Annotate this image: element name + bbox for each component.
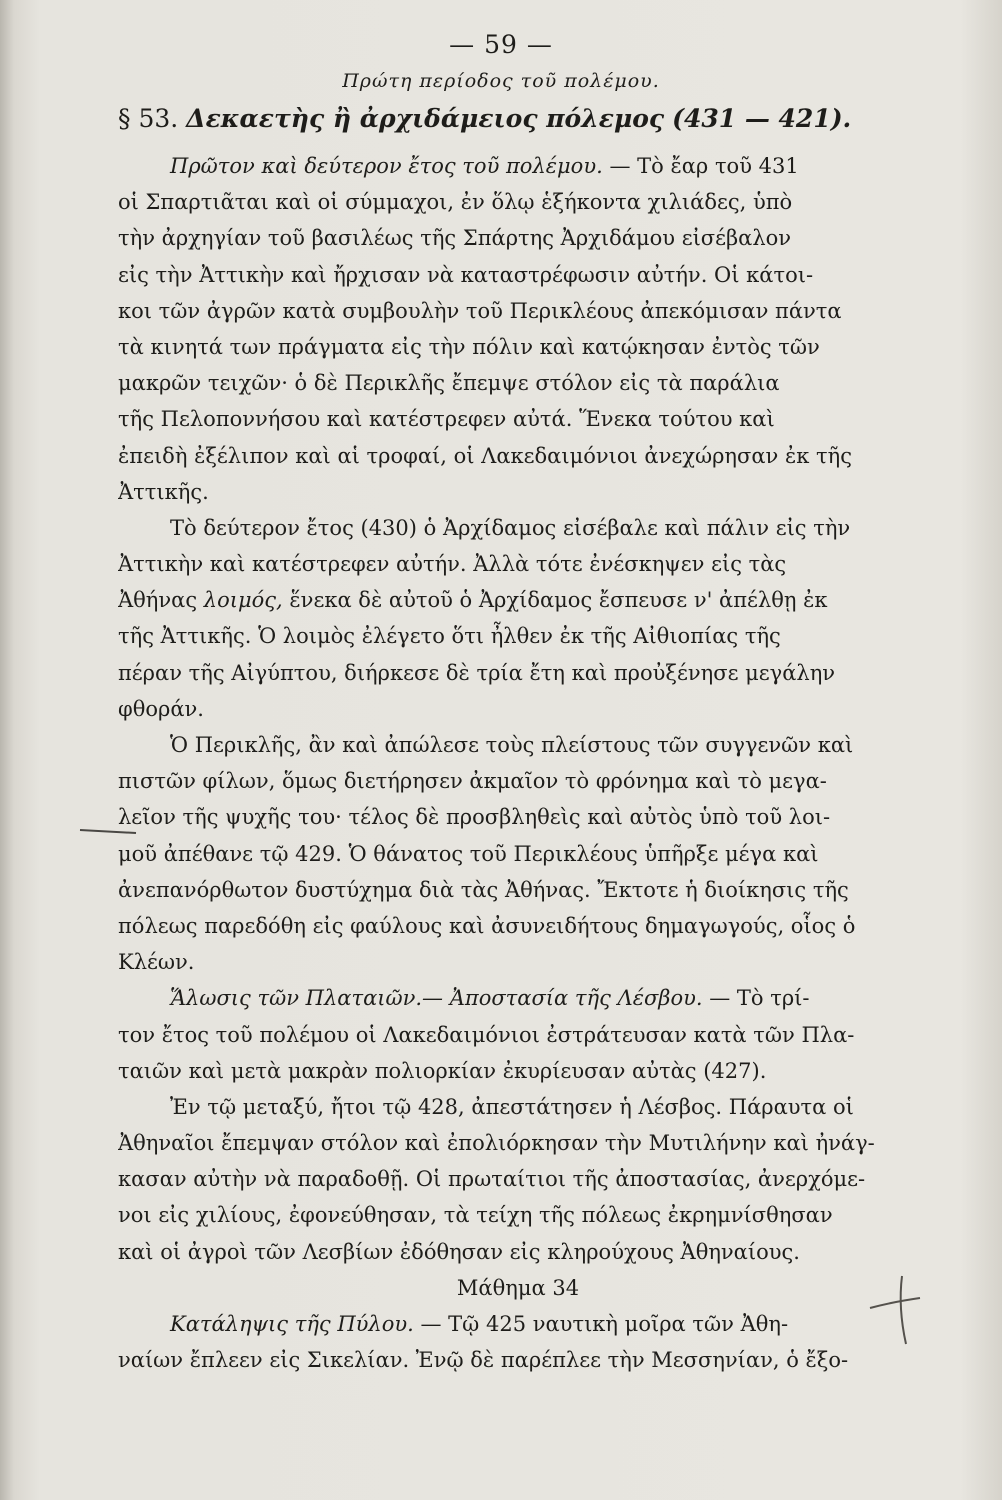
text-line: Ἐν τῷ μεταξύ, ἤτοι τῷ 428, ἀπεστάτησεν ἡ Λέσβος. Πάραυτα οἱ (170, 1094, 854, 1119)
running-head: Πρώτη περίοδος τοῦ πολέμου. (342, 70, 660, 92)
text-line: οἱ Σπαρτιᾶται καὶ οἱ σύμμαχοι, ἐν ὅλῳ ἑξήκοντα χιλιάδες, ὑπὸ (118, 190, 793, 215)
text-line: Ἀττικὴν καὶ κατέστρεφεν αὐτήν. Ἀλλὰ τότε ἐνέσκηψεν εἰς τὰς (118, 552, 787, 577)
text-line: νοι εἰς χιλίους, ἐφονεύθησαν, τὰ τείχη τῆς πόλεως ἐκρημνίσθησαν (118, 1203, 833, 1228)
text-line: πόλεως παρεδόθη εἰς φαύλους καὶ ἀσυνειδήτους δημαγωγούς, οἷος ὁ (118, 913, 856, 938)
text-line: Κλέων. (118, 950, 195, 975)
section-number: § 53. (118, 104, 179, 133)
text-line: ναίων ἔπλεεν εἰς Σικελίαν. Ἐνῷ δὲ παρέπλεε τὴν Μεσσηνίαν, ὁ ἔξο- (118, 1348, 849, 1373)
pencil-cross-mark (862, 1268, 932, 1348)
text-line: τῆς Ἀττικῆς. Ὁ λοιμὸς ἐλέγετο ὅτι ἦλθεν ἐκ τῆς Αἰθιοπίας τῆς (118, 624, 781, 649)
text-line: ταιῶν καὶ μετὰ μακρὰν πολιορκίαν ἐκυρίευσαν αὐτὰς (427). (118, 1058, 767, 1083)
section-dates: (431 — 421). (672, 104, 852, 133)
text-line: πιστῶν φίλων, ὅμως διετήρησεν ἀκμαῖον τὸ φρόνημα καὶ τὸ μεγα- (118, 769, 827, 794)
body-text (118, 148, 918, 1378)
pencil-margin-dash (78, 822, 138, 842)
text-line: πέραν τῆς Αἰγύπτου, διήρκεσε δὲ τρία ἔτη καὶ προὐξένησε μεγάλην (118, 660, 836, 685)
text-line: τὴν ἀρχηγίαν τοῦ βασιλέως τῆς Σπάρτης Ἀρχιδάμου εἰσέβαλον (118, 226, 792, 251)
text-line: τον ἔτος τοῦ πολέμου οἱ Λακεδαιμόνιοι ἐστράτευσαν κατὰ τῶν Πλα- (118, 1022, 855, 1047)
emphasis: λοιμός, (203, 588, 283, 613)
text-line: φθοράν. (118, 696, 204, 721)
subheading: Ἅλωσις τῶν Πλαταιῶν.— Ἀποστασία τῆς Λέσβου. (170, 986, 703, 1011)
text-line: ἀνεπανόρθωτον δυστύχημα διὰ τὰς Ἀθήνας. Ἔκτοτε ἡ διοίκησις τῆς (118, 877, 849, 902)
lesson-label: Μάθημα 34 (456, 1275, 580, 1300)
text-line: Πρῶτον καὶ δεύτερον ἔτος τοῦ πολέμου. — Τὸ ἔαρ τοῦ 431 (170, 154, 799, 178)
text-line: Τὸ δεύτερον ἔτος (430) ὁ Ἀρχίδαμος εἰσέβαλε καὶ πάλιν εἰς τὴν (170, 515, 851, 540)
text-line: Ἅλωσις τῶν Πλαταιῶν.— Ἀποστασία τῆς Λέσβου. — Τὸ τρί- (170, 986, 810, 1011)
text-line: λεῖον τῆς ψυχῆς του· τέλος δὲ προσβληθεὶς καὶ αὐτὸς ὑπὸ τοῦ λοι- (118, 805, 831, 830)
text-line: τὰ κινητά των πράγματα εἰς τὴν πόλιν καὶ κατῴκησαν ἐντὸς τῶν (118, 334, 820, 359)
section-heading (118, 104, 918, 133)
text-line: τῆς Πελοποννήσου καὶ κατέστρεφεν αὐτά. Ἕνεκα τούτου καὶ (118, 407, 775, 432)
text-line: Ὁ Περικλῆς, ἂν καὶ ἀπώλεσε τοὺς πλείστους τῶν συγγενῶν καὶ (170, 733, 854, 757)
subheading: Κατάληψις τῆς Πύλου. (170, 1312, 414, 1336)
section-title: Δεκαετὴς ἢ ἀρχιδάμειος πόλεμος (186, 104, 665, 133)
text-line: καὶ οἱ ἀγροὶ τῶν Λεσβίων ἐδόθησαν εἰς κληρούχους Ἀθηναίους. (118, 1239, 800, 1264)
text-line: μοῦ ἀπέθανε τῷ 429. Ὁ θάνατος τοῦ Περικλέους ὑπῆρξε μέγα καὶ (118, 841, 819, 866)
text-line: Κατάληψις τῆς Πύλου. — Τῷ 425 ναυτικὴ μοῖρα τῶν Ἀθη- (170, 1312, 789, 1336)
text-line: κασαν αὐτὴν νὰ παραδοθῇ. Οἱ πρωταίτιοι τῆς ἀποστασίας, ἀνερχόμε- (118, 1167, 866, 1192)
text-line: Ἀθηναῖοι ἔπεμψαν στόλον καὶ ἐπολιόρκησαν τὴν Μυτιλήνην καὶ ἠνάγ- (118, 1131, 875, 1156)
text-line: Ἀθήνας λοιμός, ἕνεκα δὲ αὐτοῦ ὁ Ἀρχίδαμος ἔσπευσε ν' ἀπέλθῃ ἐκ (118, 588, 828, 613)
subheading: Πρῶτον καὶ δεύτερον ἔτος τοῦ πολέμου. (170, 154, 603, 178)
page-number: — 59 — (449, 30, 553, 59)
text-line: εἰς τὴν Ἀττικὴν καὶ ἤρχισαν νὰ καταστρέφωσιν αὐτήν. Οἱ κάτοι- (118, 262, 814, 287)
text-line: κοι τῶν ἀγρῶν κατὰ συμβουλὴν τοῦ Περικλέους ἀπεκόμισαν πάντα (118, 298, 842, 323)
text-line: ἐπειδὴ ἐξέλιπον καὶ αἱ τροφαί, οἱ Λακεδαιμόνιοι ἀνεχώρησαν ἐκ τῆς (118, 443, 853, 468)
text-line: Ἀττικῆς. (118, 479, 209, 504)
text-line: μακρῶν τειχῶν· ὁ δὲ Περικλῆς ἔπεμψε στόλον εἰς τὰ παράλια (118, 371, 780, 396)
